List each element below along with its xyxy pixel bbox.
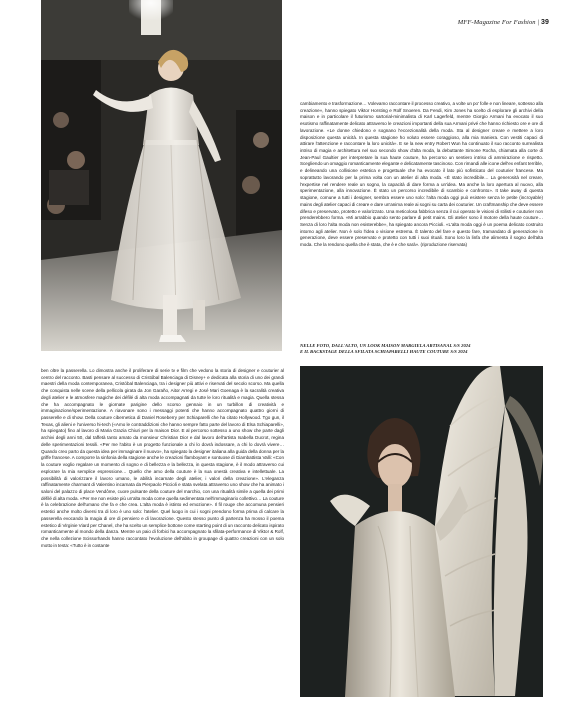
header-separator: |	[535, 19, 541, 26]
page-number: 39	[541, 19, 549, 26]
article-column-right: cambiamento e trasformazione… Volevamo raccontare il processo creativo, a volte un po' folle e non lineare, sottesso alla creazione», hanno spiegato Viktor Horsting e Rolf Snoeren. Da Fendi, Kim Jones ha scelto di esplorare gli archivi della maison e in particolare il futurismo sartorial-minimalista di Karl Lagerfeld, mentre Giorgio Armani ha evocato il suo esotismo raffinatamente delicato attraverso le creazioni importanti della sua Armani privé che hanno richiesto ore e ore di lavorazione. «Le donne chiedono e sognano l'eccezionalità della moda. Sta al designer creare e mettere a loro disposizione questa unicità. In questa stagione ho voluto essere coraggioso, alla mia maniera. Con vestiti capaci di attirare l'attenzione e raccontare la loro unicità». E se la new entry Robert Wun ha continuato il suo racconto surrealista intriso di magia e architettura nel suo secondo show d'alta moda, la debuttante Simone Rocha, chiamata alla corte di Jean-Paul Gaultier per interpretare la sua haute couture, ha percorso un sentiero intriso di ammirazione e rispetto. Scegliendo un omaggio romanticamente elegante e delicatamente tascinoso. Con rimandi alle icone dell'ex enfant terrible, e delineando una collisione estetica e progettuale che ha evocato il lato più sofisticato del couturier francese. Ma soprattutto lavorando per la prima volta con un atelier di alta moda. «È stato incredibile… La generosità nel creare, l'expertise nel rendere reale un sogno, la capacità di dare forma a un'idea. Ma anche la loro apertura al nuovo, alla sperimentazione, alla innovazione. È stato un percorso incredibile di scambio e confronto». It take away di questa stagione, comune a tutti i designer, sembra essere uno solo: l'alta moda oggi può esistere senza le petite (incroyable) mains degli atelier capaci di creare e dare un'anima reale ai sogni su carta dei couturier. Un craftmanship che deve essere difeso e preservato, protetto e valorizzato. Una meticolosa fabbrica senza il cui operato le visioni di stilisti e couturier non prenderebbero forma. «Mi arrabbio quando sento parlare di petit mains. Gli atelier sono il motore della haute couture… Senza di loro l'alta moda non esisterebbe», ha spiegato ancora Piccioli. «L'alta moda oggi è un poema delicato costruito intorno agli atelier. Non è solo l'idea o visione estrema. È talento del fare e questo fare, tramandato di generazione in generazione, deve essere preservato e protetto con tutti i suoi rituali. Sono loro la linfa che alimenta il sogno dell'alta moda. Che la rendono quella che è stata, che è e che sarà». (riproduzione riservata)	[300, 101, 543, 248]
photo-caption	[300, 343, 543, 356]
article-column-left: ben oltre la passerella. Lo dimostra anche il proliferare di serie tv e film che vedono la storia di designer e couturier al centro del racconto. Basti pensare al successo di Cristóbal Balenciaga di Disney+ e dedicata alla storia di uno dei grandi maestri della moda contemporanea, Cristóbal Balenciaga, tra i designer più attivi e riservati del secolo scorso. Ma quella che conquista nelle scene della pellicola girata da Jon Garaño, Aitor Arregi e José Mari Goenaga è la sacralità creativa degli atelier e le atmosfere magiche dei défilé di alta moda accompagnati da tutte le loro ritualità e magia. Quella stessa che ha accompagnato le giornate parigine dello scorso gennaio in un turbillon di creatività e immaginazione/sperimentazione. A riavonare sono i messaggi potenti che hanno accompagnato quattro giorni di passerelle e di show. Della couture cibernetica di Daniel Roseberry per Schiaparelli che ha citato Hollywood. Tgo gun, il Texas, gli alieni e l'universo hi-tech («Amo le contraddizioni che hanno sempre fatto parte del lavoro di Elsa Schiaparelli», ha spiegato) fino al lavoro di Maria Grazia Chiuri per la maison Dior. E al percorso sottesso a uno show che parte dagli archivi degli anni 50, dal taffetà tanto amato da monsieur Christian Dior e dal lavoro dell'artista Isabella Ducrot, regina delle sperimentazioni tessili. «Per me l'abito è un progetto funzionale a chi lo dovrà indossare, a chi lo dovrà vivere… Quando creo parto da questa idea per immaginare il nuovo», ha spiegato la designer italiana alla guida della donna per la griffe francese. A comporre la sinfonia della stagione anche le creazioni flamboyant e sontuose di Giambattista Valli: «Con la couture voglio regalare un momento di sogno e di bellezza e la bellezza, in questa stagione, è il modo attraverso cui esplorare la mia semplice espressione… Quello che amo della couture è la sua onestà creativa e intellettuale. La possibilità di valorizzare il lavoro umano, le abilità incarnate degli atelier, i valori della creazione». L'eleganza raffinatamente charmant di Valentino incarnata da Pierpaolo Piccioli e stata svelata attraverso uno show che ha animato i saloni del palazzo di place Vendôme, cuore pulsante della couture del marchio, con una ritualità simile a quella dei primi défilé di alta moda. «Per me non esiste più un'alta moda come quella sedimentata nell'immaginario collettivo… La couture è la celebrazione dell'umano che fa e che crea. L'alta moda è istinto ed emozione». Il fil rouge che accomuna pensieri estetici anche molto diversi tra di loro è uno solo: l'atelier. Quel luogo in cui i sogni prendono forma prima di calcare la passerella evocando la magia di ore di pensiero e di lavorazione. Questo stesso punto di partenza ha mosso il poema estetico di Virginie Viard per Chanel, che ha scelto un semplice bottone come starting point di un racconto delicato ispirato romanticamente al mondo della danza. Mentre un paio di forbici ha accompagnato la sfilata-performance di Viktor & Rolf, che nella collezione Scissorhands hanno raccontato l'evoluzione dell'abito in groupage di quattro creazioni con un solo motto in testa: «Tutto è in costante	[41, 368, 284, 548]
caption-line-2: E IL BACKSTAGE DELLA SFILATA SCHIAPARELLI HAUTE COUTURE S/S 2024	[300, 349, 468, 355]
runway-photo	[41, 0, 282, 351]
magazine-name: MFF-Magazine For Fashion	[457, 19, 536, 26]
backstage-photo	[300, 366, 543, 697]
caption-line-1: NELLE FOTO, DALL'ALTO, UN LOOK MAISON MARGIELA ARTISANAL S/S 2024	[300, 343, 471, 348]
running-header	[458, 19, 549, 26]
runway-photo-icon	[41, 0, 282, 351]
schiaparelli-photo-icon	[300, 366, 543, 697]
